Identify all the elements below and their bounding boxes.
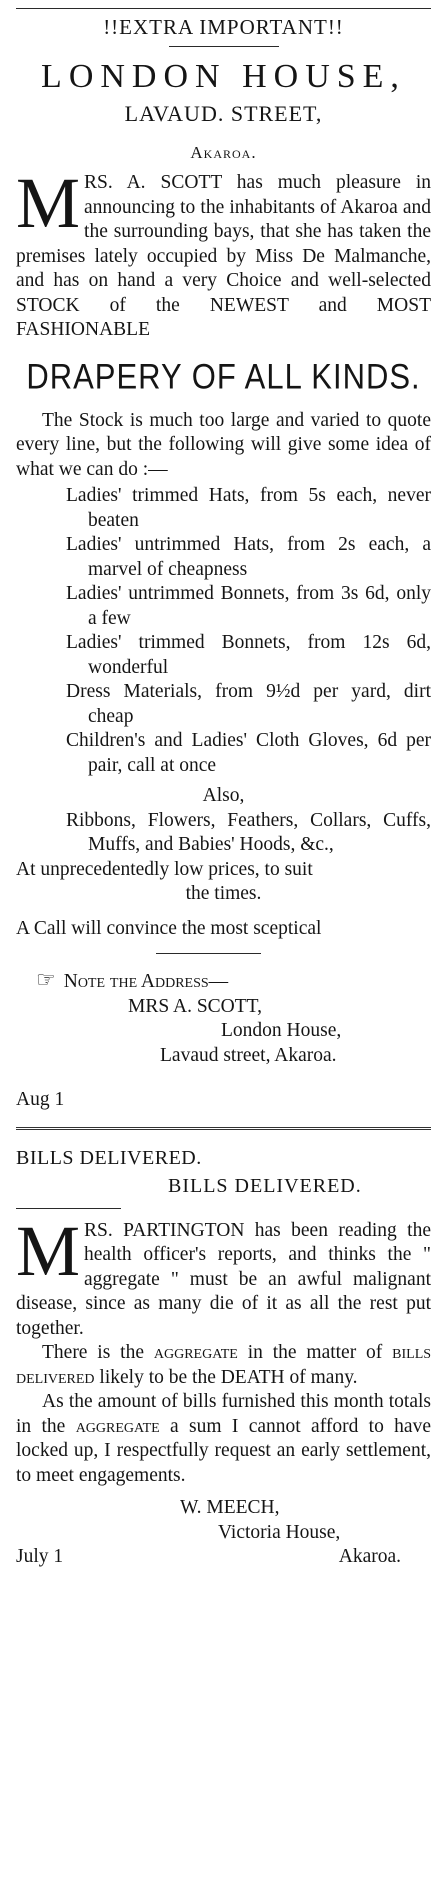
drapery-heading: DRAPERY OF ALL KINDS.: [26, 355, 421, 396]
signature-house: Victoria House,: [218, 1521, 341, 1543]
footer-row: [16, 1545, 431, 1570]
advert-date: Aug 1: [16, 1089, 65, 1110]
prices-line-2: the times.: [185, 883, 262, 904]
signature-town: Akaroa.: [338, 1546, 401, 1567]
text-segment: likely to be the DEATH of many.: [99, 1366, 358, 1388]
town-name: Akaroa.: [190, 143, 257, 162]
note-label: Note the Address—: [63, 971, 229, 992]
also-label: Also,: [202, 785, 245, 806]
signature-name: W. MEECH,: [180, 1497, 280, 1518]
price-list: [16, 484, 431, 778]
advert-date: July 1: [16, 1546, 64, 1567]
partington-paragraph: [16, 1210, 431, 1342]
pointing-hand-icon: ☞: [36, 967, 56, 992]
signature-house: London House,: [221, 1020, 342, 1041]
urgent-heading: !!EXTRA IMPORTANT!!: [103, 15, 344, 39]
heading-divider: [169, 46, 279, 47]
text-segment: in the matter of: [247, 1342, 383, 1363]
note-divider: [156, 953, 261, 954]
list-item: Ladies' untrimmed Bonnets, from 3s 6d, only a few: [66, 583, 431, 629]
text-segment: There is the: [42, 1342, 144, 1363]
text-segment: As the amount of bills furnished this month totals in the: [16, 1391, 431, 1437]
street-name: LAVAUD. STREET,: [124, 101, 323, 126]
list-item: Ladies' trimmed Hats, from 5s each, never beaten: [66, 485, 431, 531]
intro-paragraph: [16, 163, 431, 343]
list-item: Ladies' untrimmed Hats, from 2s each, a marvel of cheapness: [66, 534, 431, 580]
signature-name: MRS A. SCOTT,: [128, 995, 263, 1017]
partington-text: RS. PARTINGTON has been reading the health officer's reports, and thinks the " aggregate " must be an awful malignant disease, since as many die of it as all the rest put together.: [16, 1219, 431, 1339]
call-line: A Call will convince the most sceptical: [16, 917, 322, 939]
intro-text: RS. A. SCOTT has much pleasure in announcing to the inhabitants of Akaroa and the surrounding bays, that she has taken the premises lately occupied by Miss De Malmanche, and has on hand a very Choice and well-selected STOCK of the NEWEST and MOST FASHIONABLE: [16, 172, 431, 340]
signature-street: Lavaud street, Akaroa.: [160, 1044, 337, 1066]
shop-name: LONDON HOUSE,: [41, 58, 406, 95]
ribbons-line: Ribbons, Flowers, Feathers, Collars, Cuffs, Muffs, and Babies' Hoods, &c.,: [66, 809, 431, 855]
bills-divider: [16, 1208, 121, 1209]
prices-line: [16, 858, 431, 907]
london-house-advert: [16, 15, 431, 1113]
advert-separator: [16, 1127, 431, 1130]
address-note: [16, 968, 431, 995]
settlement-paragraph: [16, 1390, 431, 1488]
drop-cap: M: [16, 163, 81, 243]
stock-paragraph: The Stock is much too large and varied to quote every line, but the following will give some idea of what we can do :—: [16, 409, 431, 480]
aggregate-paragraph: [16, 1341, 431, 1390]
list-item: Ladies' trimmed Bonnets, from 12s 6d, wonderful: [66, 632, 431, 678]
drop-cap: M: [16, 1210, 81, 1291]
small-caps-segment: bills delivered: [16, 1342, 432, 1388]
top-rule: [16, 8, 431, 9]
bills-heading-1: BILLS DELIVERED.: [16, 1146, 202, 1169]
small-caps-segment: aggregate: [75, 1415, 160, 1437]
small-caps-segment: aggregate: [153, 1342, 238, 1363]
bills-delivered-advert: [16, 1144, 431, 1570]
text-segment: a sum I cannot afford to have locked up, I respectfully request an early settlement, to meet engagements.: [16, 1415, 431, 1486]
list-item: Dress Materials, from 9½d per yard, dirt cheap: [66, 681, 431, 727]
bills-heading-2: BILLS DELIVERED.: [168, 1174, 362, 1197]
prices-line-1: At unprecedentedly low prices, to suit: [16, 858, 313, 880]
list-item: Children's and Ladies' Cloth Gloves, 6d per pair, call at once: [66, 730, 431, 776]
